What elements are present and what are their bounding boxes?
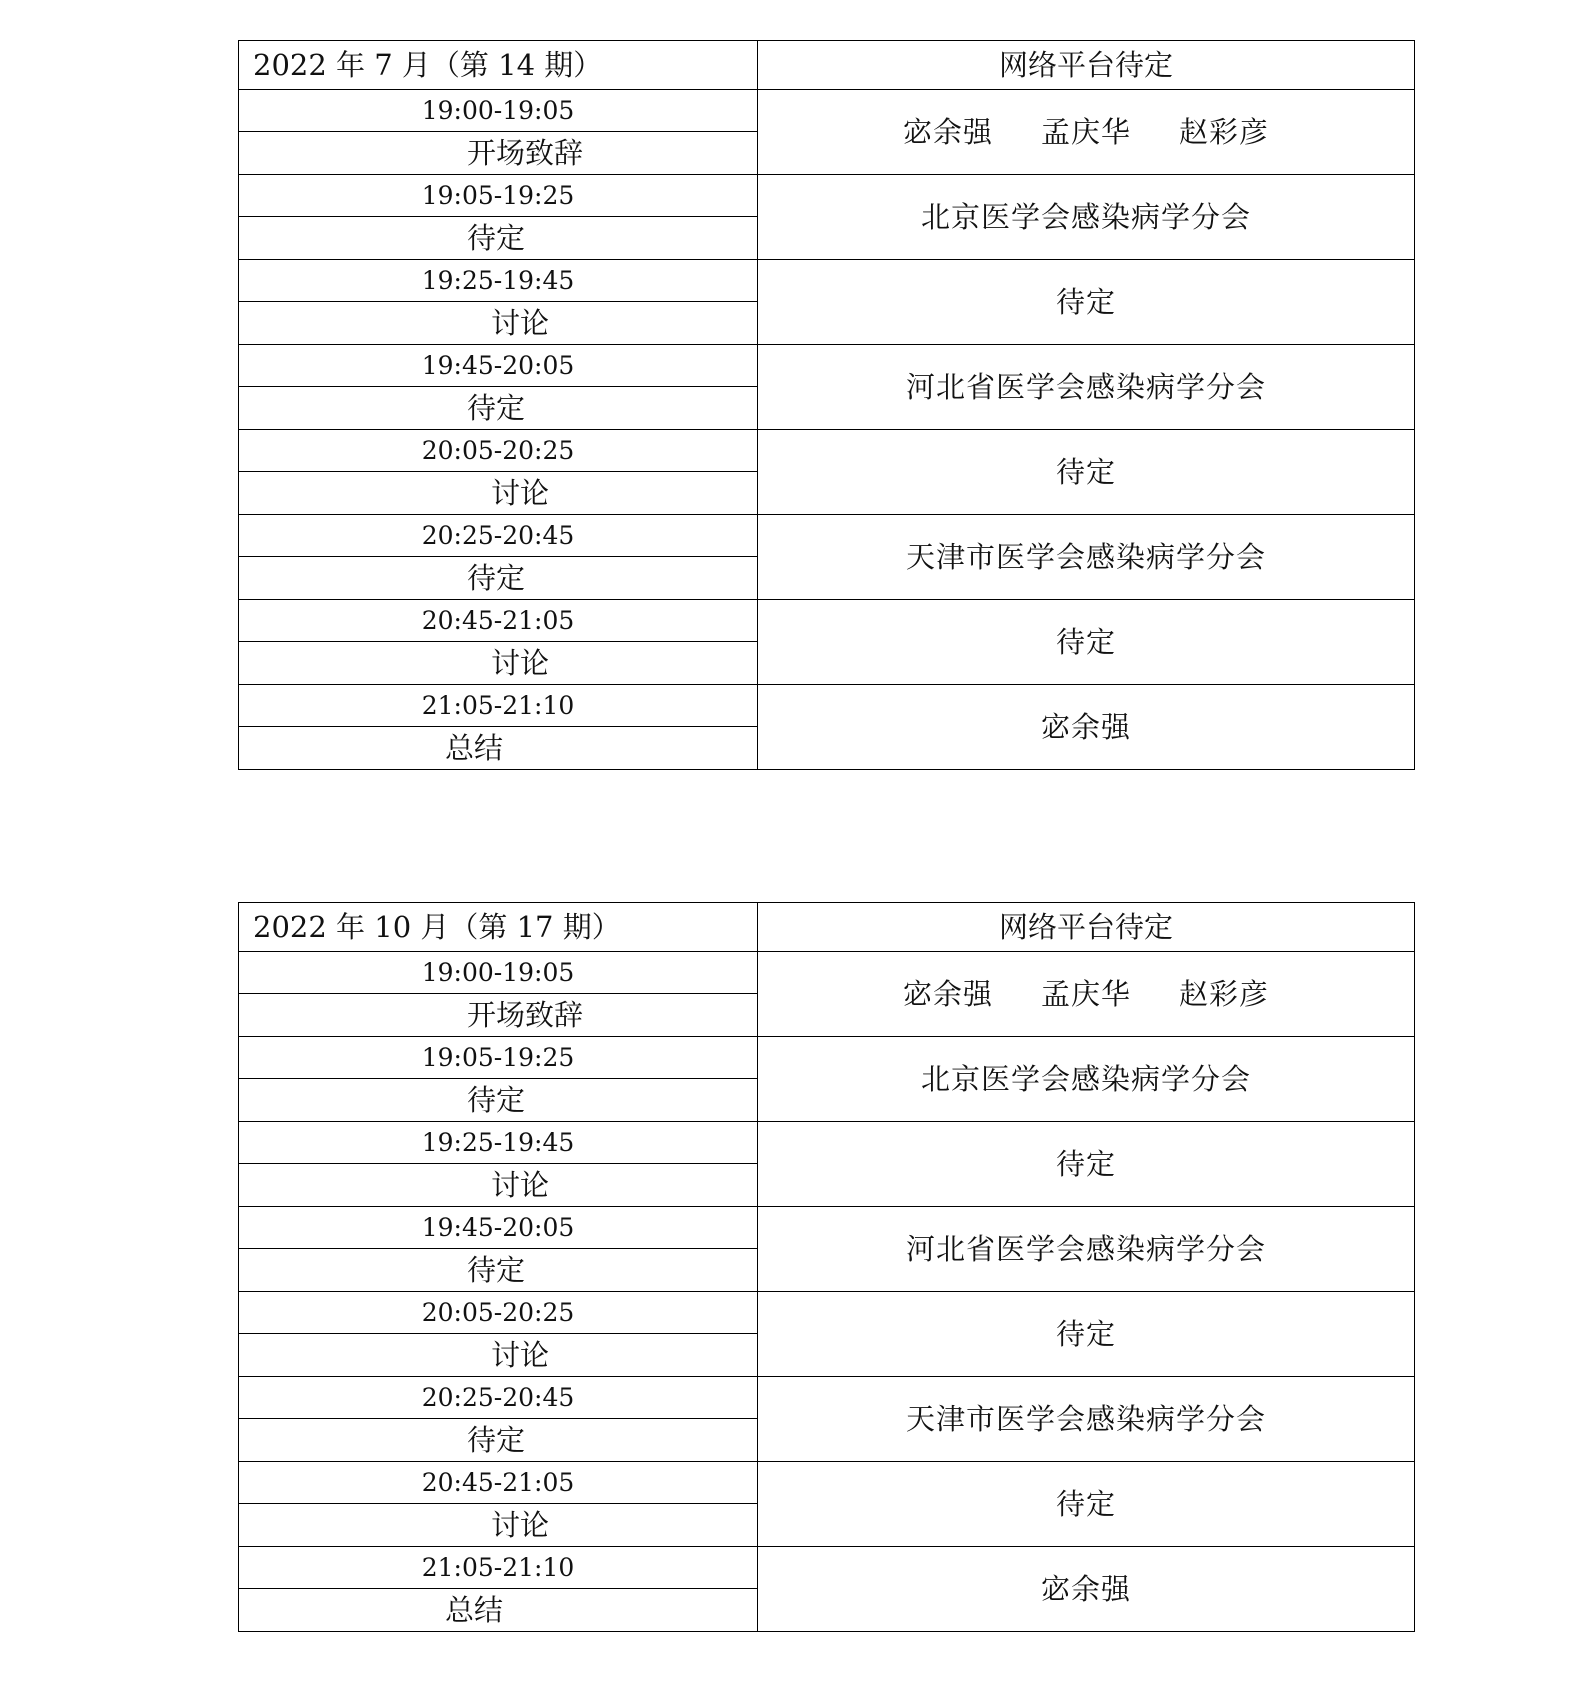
session-label: 开场致辞 — [239, 132, 758, 175]
speaker-name: 待定 — [1055, 454, 1116, 489]
session-time-row — [239, 430, 1415, 472]
session-speakers — [758, 345, 1415, 430]
schedule-header-row — [239, 41, 1415, 90]
speaker-name: 宓余强 — [902, 976, 993, 1011]
session-time: 19:00-19:05 — [239, 952, 758, 994]
session-time-row — [239, 1037, 1415, 1079]
session-label: 讨论 — [239, 1334, 758, 1377]
session-speakers — [758, 1122, 1415, 1207]
session-time-row — [239, 1462, 1415, 1504]
session-time: 20:05-20:25 — [239, 1292, 758, 1334]
session-time: 20:45-21:05 — [239, 1462, 758, 1504]
speaker-name: 北京医学会感染病学分会 — [920, 199, 1251, 234]
session-time-row — [239, 345, 1415, 387]
speaker-name: 宓余强 — [1040, 709, 1131, 744]
speaker-name: 待定 — [1055, 624, 1116, 659]
session-time-row — [239, 1292, 1415, 1334]
speaker-name: 待定 — [1055, 284, 1116, 319]
speaker-name: 孟庆华 — [1040, 976, 1131, 1011]
session-time-row — [239, 260, 1415, 302]
session-time-row — [239, 1547, 1415, 1589]
speaker-name: 赵彩彦 — [1179, 114, 1270, 149]
session-label: 待定 — [239, 1249, 758, 1292]
session-speakers — [758, 260, 1415, 345]
session-speakers — [758, 952, 1415, 1037]
session-speakers — [758, 515, 1415, 600]
schedule-date-issue: 2022 年 10 月（第 17 期） — [239, 903, 758, 952]
session-speakers — [758, 430, 1415, 515]
speaker-name: 待定 — [1055, 1316, 1116, 1351]
speaker-name: 孟庆华 — [1040, 114, 1131, 149]
session-label: 待定 — [239, 557, 758, 600]
schedule-platform: 网络平台待定 — [758, 41, 1415, 90]
session-speakers — [758, 1292, 1415, 1377]
session-time-row — [239, 600, 1415, 642]
session-label: 待定 — [239, 217, 758, 260]
session-label: 讨论 — [239, 642, 758, 685]
schedule-table — [238, 40, 1415, 770]
session-time: 20:05-20:25 — [239, 430, 758, 472]
session-time: 19:45-20:05 — [239, 345, 758, 387]
speaker-name: 待定 — [1055, 1486, 1116, 1521]
session-time-row — [239, 90, 1415, 132]
session-label: 讨论 — [239, 1504, 758, 1547]
session-label: 开场致辞 — [239, 994, 758, 1037]
session-time: 21:05-21:10 — [239, 1547, 758, 1589]
speaker-name: 赵彩彦 — [1179, 976, 1270, 1011]
speaker-name: 天津市医学会感染病学分会 — [905, 539, 1266, 574]
session-time: 19:05-19:25 — [239, 175, 758, 217]
speaker-name: 河北省医学会感染病学分会 — [905, 1231, 1266, 1266]
session-time-row — [239, 685, 1415, 727]
speaker-name: 河北省医学会感染病学分会 — [905, 369, 1266, 404]
session-label: 讨论 — [239, 472, 758, 515]
session-label: 讨论 — [239, 1164, 758, 1207]
session-label: 总结 — [239, 727, 758, 770]
session-speakers — [758, 1547, 1415, 1632]
session-speakers — [758, 1037, 1415, 1122]
session-time: 19:25-19:45 — [239, 260, 758, 302]
session-speakers — [758, 685, 1415, 770]
speaker-name: 北京医学会感染病学分会 — [920, 1061, 1251, 1096]
session-speakers — [758, 1377, 1415, 1462]
session-time: 21:05-21:10 — [239, 685, 758, 727]
session-speakers — [758, 600, 1415, 685]
session-time-row — [239, 952, 1415, 994]
session-time: 19:00-19:05 — [239, 90, 758, 132]
session-time: 19:45-20:05 — [239, 1207, 758, 1249]
speaker-name: 宓余强 — [902, 114, 993, 149]
session-speakers — [758, 90, 1415, 175]
speaker-name: 待定 — [1055, 1146, 1116, 1181]
session-time: 20:45-21:05 — [239, 600, 758, 642]
session-label: 待定 — [239, 387, 758, 430]
session-time: 19:05-19:25 — [239, 1037, 758, 1079]
session-label: 讨论 — [239, 302, 758, 345]
session-speakers — [758, 1462, 1415, 1547]
session-time-row — [239, 1377, 1415, 1419]
schedule-header-row — [239, 903, 1415, 952]
session-speakers — [758, 1207, 1415, 1292]
session-speakers — [758, 175, 1415, 260]
schedule-platform: 网络平台待定 — [758, 903, 1415, 952]
schedule-table — [238, 902, 1415, 1632]
session-time: 20:25-20:45 — [239, 1377, 758, 1419]
session-time-row — [239, 175, 1415, 217]
schedule-date-issue: 2022 年 7 月（第 14 期） — [239, 41, 758, 90]
speaker-name: 宓余强 — [1040, 1571, 1131, 1606]
session-label: 待定 — [239, 1079, 758, 1122]
session-time-row — [239, 515, 1415, 557]
session-time: 20:25-20:45 — [239, 515, 758, 557]
session-time-row — [239, 1122, 1415, 1164]
speaker-name: 天津市医学会感染病学分会 — [905, 1401, 1266, 1436]
session-label: 待定 — [239, 1419, 758, 1462]
session-label: 总结 — [239, 1589, 758, 1632]
session-time-row — [239, 1207, 1415, 1249]
session-time: 19:25-19:45 — [239, 1122, 758, 1164]
